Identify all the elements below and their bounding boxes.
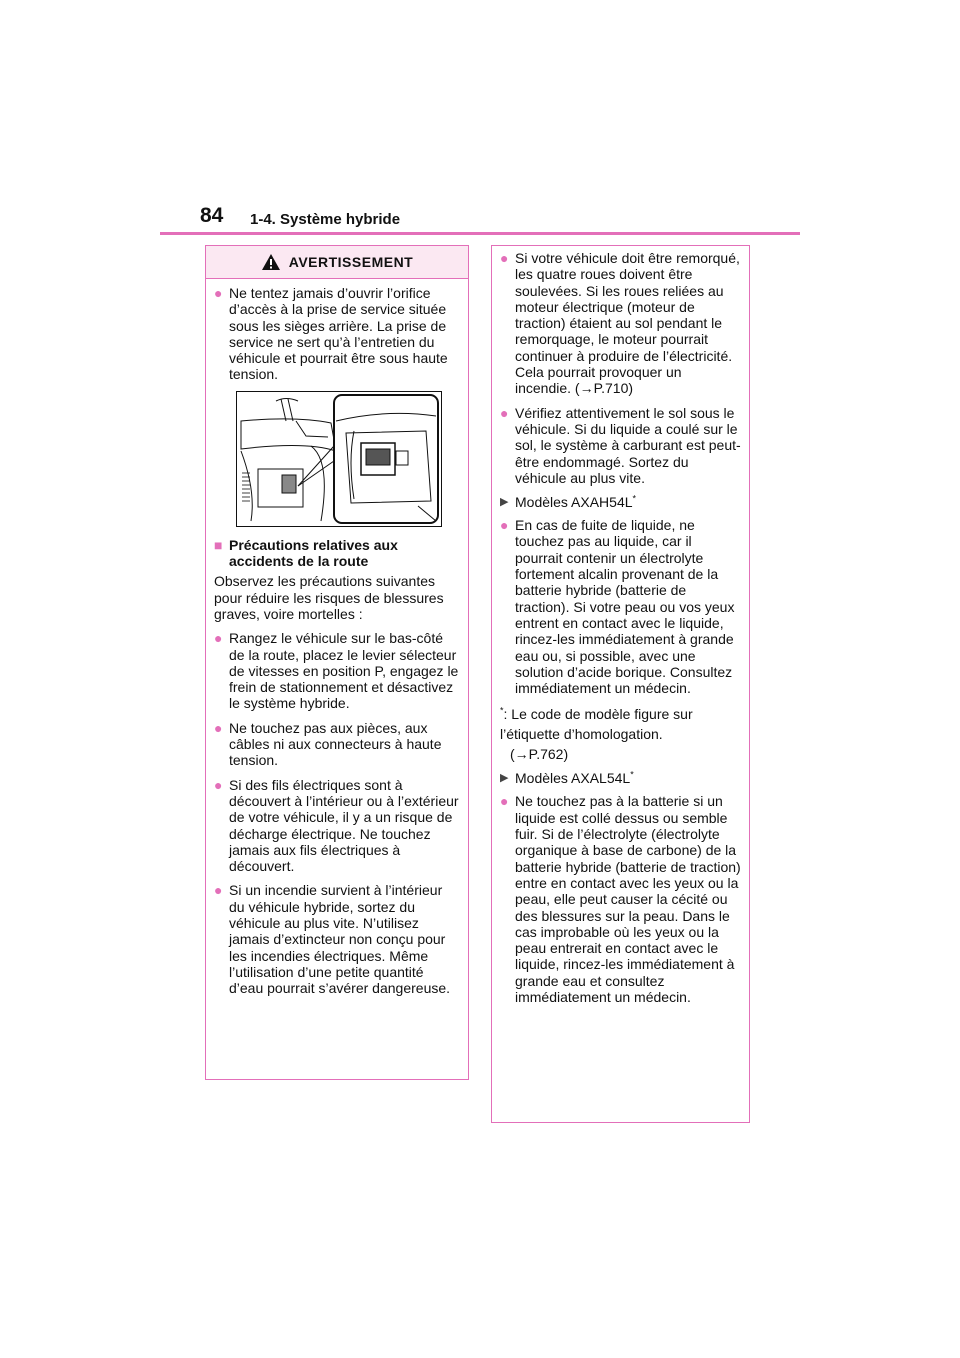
circle-bullet-icon: ● (214, 776, 223, 793)
list-item: ● Vérifiez attentivement le sol sous le véhicule. Si du liquide a coulé sur le sol, le système à carburant est peut-être endommagé. Sortez du véhicule au plus vite. (500, 404, 741, 486)
service-plug-illustration (236, 391, 442, 527)
warning-box (205, 245, 469, 1080)
list-item: ● Si un incendie survient à l’intérieur du véhicule hybride, sortez du véhicule au plus vite. N’utilisez jamais d’extincteur non conçu pour les incendies électriques. Même l’utilisation d’une petite quantité d’eau pourrait s’avérer dangereuse. (214, 882, 451, 997)
circle-bullet-icon: ● (214, 882, 223, 899)
square-bullet-icon: ■ (214, 536, 223, 553)
warning-box-continued (491, 245, 750, 1123)
circle-bullet-icon: ● (500, 517, 509, 534)
footnote: *: Le code de modèle figure sur l’étiquette d’homologation. (→P.762) (500, 705, 693, 763)
circle-bullet-icon: ● (214, 285, 223, 301)
paragraph: Observez les précautions suivantes pour réduire les risques de blessures graves, voire mortelles : (214, 573, 444, 622)
circle-bullet-icon: ● (500, 404, 509, 421)
list-item: ● Rangez le véhicule sur le bas-côté de la route, placez le levier sélecteur de vitesses en position P, engagez le frein de stationnement et désactivez le système hybride. (214, 630, 459, 712)
circle-bullet-icon: ● (214, 630, 223, 647)
triangle-pointer-icon: ▶ (500, 496, 509, 509)
list-item: ● Si des fils électriques sont à découvert à l’intérieur ou à l’extérieur de votre véhicule, il y a un risque de décharge électrique. Ne touchez jamais aux fils électriques à découvert. (214, 776, 459, 875)
warning-header (206, 246, 468, 279)
list-item: ● En cas de fuite de liquide, ne touchez pas au liquide, car il pourrait contenir un électrolyte fortement alcalin provenant de la batterie hybride (batterie de traction). Si votre peau ou vos yeux entrent en contact avec le liquide, rincez-les immédiatement à grande eau ou, si possible, avec une solution d’acide borique. Consultez immédiatement un médecin. (500, 517, 735, 697)
circle-bullet-icon: ● (500, 793, 509, 810)
triangle-pointer-icon: ▶ (500, 772, 509, 785)
list-item: ● Ne touchez pas aux pièces, aux câbles ni aux connecteurs à haute tension. (214, 719, 442, 769)
circle-bullet-icon: ● (500, 250, 509, 266)
list-item: ● Si votre véhicule doit être remorqué, les quatre roues doivent être soulevées. Si les roues reliées au moteur électrique (moteur de traction) étaient au sol pendant le remorquage, le moteur pourrait continuer à produire de l’électricité. Cela pourrait provoquer un incendie. (→P.710) (500, 250, 740, 397)
warning-intro: Ne tentez jamais d’ouvrir l’orifice d’accès à la prise de service située sous les sièges arrière. La prise de service ne sert qu’à l’entretien du véhicule et pourrait être sous haute tension. (229, 285, 448, 383)
warning-title: AVERTISSEMENT (288, 254, 414, 270)
page-number: 84 (200, 204, 224, 227)
warning-triangle-icon (261, 253, 281, 271)
model-heading: ▶ Modèles AXAL54L* (500, 769, 634, 787)
page-reference: (→P.762) (510, 746, 569, 763)
list-item (214, 285, 460, 383)
section-subheading: ■ Précautions relatives aux accidents de la route (214, 536, 398, 570)
section-title: 1-4. Système hybride (250, 211, 401, 228)
model-heading: ▶ Modèles AXAH54L* (500, 493, 637, 511)
list-item: ● Ne touchez pas à la batterie si un liquide est collé dessus ou semble fuir. Si de l’électrolyte (électrolyte organique à base de carbone) de la batterie hybride (batterie de traction) entre en contact avec les yeux ou la peau, elle peut causer la cécité ou des blessures sur la peau. Dans le cas improbable où les yeux ou la peau entrerait en contact avec le liquide, rincez-les immédiatement à grande eau et consultez immédiatement un médecin. (500, 793, 741, 1005)
circle-bullet-icon: ● (214, 719, 223, 736)
header-rule (160, 232, 800, 235)
